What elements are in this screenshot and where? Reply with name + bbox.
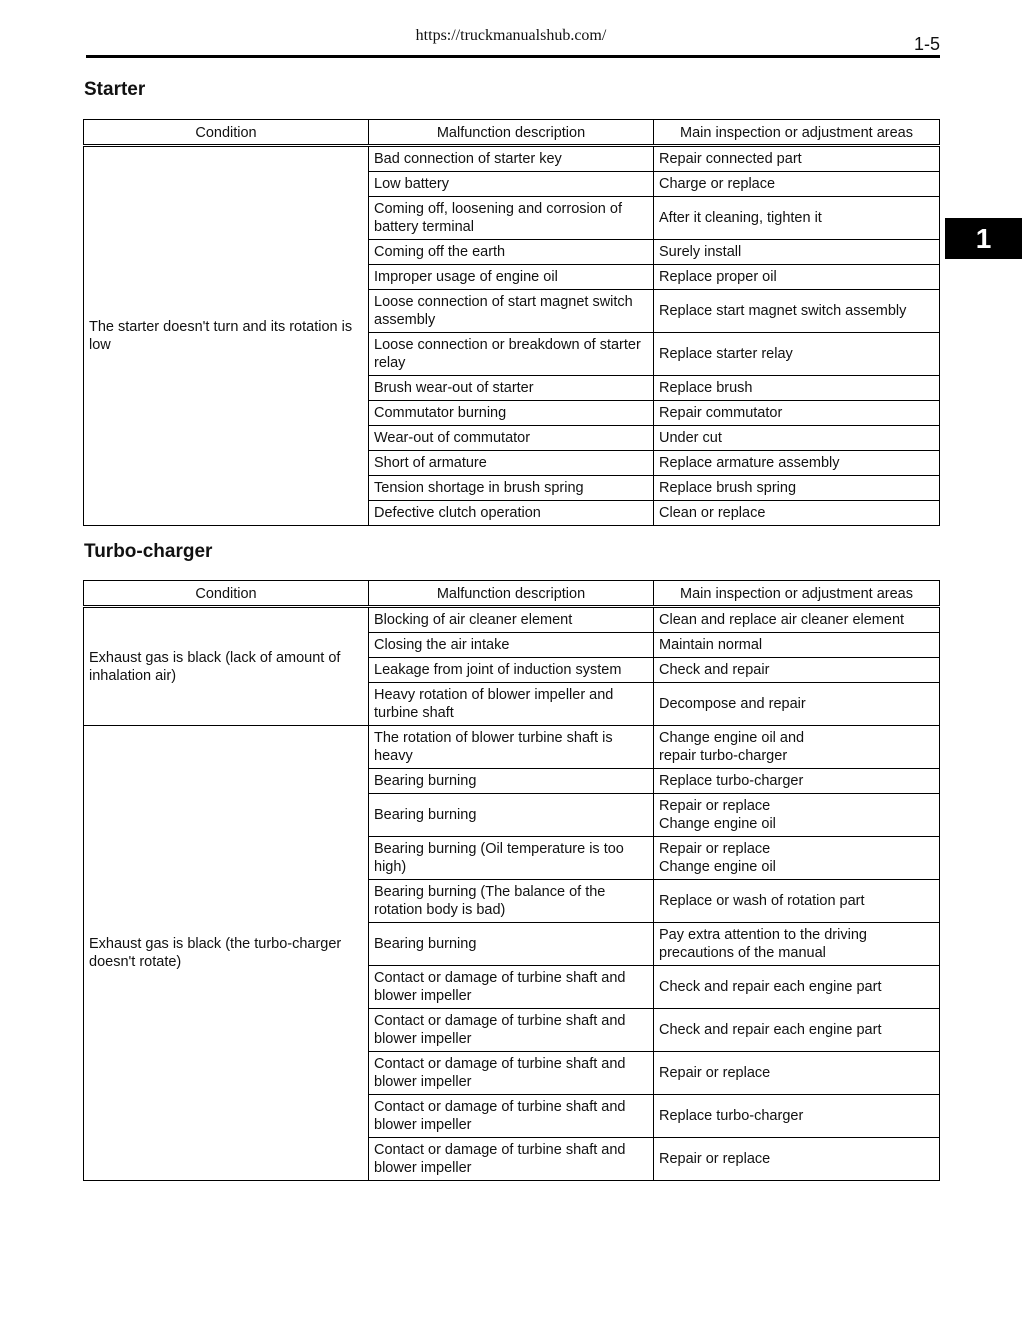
inspection-cell: Clean or replace bbox=[654, 501, 940, 526]
inspection-cell: Under cut bbox=[654, 426, 940, 451]
inspection-cell: Check and repair bbox=[654, 658, 940, 683]
chapter-tab: 1 bbox=[945, 218, 1022, 259]
inspection-cell: Repair or replace bbox=[654, 1138, 940, 1181]
malfunction-cell: Commutator burning bbox=[369, 401, 654, 426]
malfunction-cell: Bearing burning (Oil temperature is too high) bbox=[369, 837, 654, 880]
inspection-cell: Clean and replace air cleaner element bbox=[654, 607, 940, 633]
column-header-condition: Condition bbox=[84, 120, 369, 146]
inspection-cell: Replace brush spring bbox=[654, 476, 940, 501]
malfunction-cell: Contact or damage of turbine shaft and blower impeller bbox=[369, 1052, 654, 1095]
condition-cell: Exhaust gas is black (lack of amount of inhalation air) bbox=[84, 607, 369, 726]
inspection-cell: Repair or replace Change engine oil bbox=[654, 794, 940, 837]
section-title-starter: Starter bbox=[84, 79, 146, 100]
inspection-cell: Replace turbo-charger bbox=[654, 769, 940, 794]
malfunction-cell: The rotation of blower turbine shaft is heavy bbox=[369, 726, 654, 769]
inspection-cell: Check and repair each engine part bbox=[654, 1009, 940, 1052]
malfunction-cell: Bearing burning bbox=[369, 794, 654, 837]
inspection-cell: Check and repair each engine part bbox=[654, 966, 940, 1009]
inspection-cell: Replace or wash of rotation part bbox=[654, 880, 940, 923]
inspection-cell: Replace turbo-charger bbox=[654, 1095, 940, 1138]
inspection-cell: Replace armature assembly bbox=[654, 451, 940, 476]
table-row bbox=[84, 726, 940, 769]
column-header-inspection: Main inspection or adjustment areas bbox=[654, 581, 940, 607]
header-divider bbox=[86, 55, 940, 58]
inspection-cell: Change engine oil and repair turbo-charger bbox=[654, 726, 940, 769]
inspection-cell: After it cleaning, tighten it bbox=[654, 197, 940, 240]
table-row bbox=[84, 607, 940, 633]
malfunction-cell: Contact or damage of turbine shaft and blower impeller bbox=[369, 1095, 654, 1138]
table-header-row bbox=[84, 120, 940, 146]
inspection-cell: Replace starter relay bbox=[654, 333, 940, 376]
malfunction-cell: Heavy rotation of blower impeller and turbine shaft bbox=[369, 683, 654, 726]
column-header-condition: Condition bbox=[84, 581, 369, 607]
malfunction-cell: Coming off, loosening and corrosion of battery terminal bbox=[369, 197, 654, 240]
malfunction-cell: Low battery bbox=[369, 172, 654, 197]
malfunction-cell: Loose connection of start magnet switch assembly bbox=[369, 290, 654, 333]
malfunction-cell: Bad connection of starter key bbox=[369, 146, 654, 172]
malfunction-cell: Leakage from joint of induction system bbox=[369, 658, 654, 683]
column-header-malfunction: Malfunction description bbox=[369, 581, 654, 607]
malfunction-cell: Bearing burning bbox=[369, 769, 654, 794]
malfunction-cell: Short of armature bbox=[369, 451, 654, 476]
inspection-cell: Repair or replace bbox=[654, 1052, 940, 1095]
malfunction-cell: Closing the air intake bbox=[369, 633, 654, 658]
inspection-cell: Replace brush bbox=[654, 376, 940, 401]
inspection-cell: Surely install bbox=[654, 240, 940, 265]
malfunction-cell: Bearing burning bbox=[369, 923, 654, 966]
table-header-row bbox=[84, 581, 940, 607]
malfunction-cell: Defective clutch operation bbox=[369, 501, 654, 526]
column-header-malfunction: Malfunction description bbox=[369, 120, 654, 146]
malfunction-cell: Loose connection or breakdown of starter relay bbox=[369, 333, 654, 376]
malfunction-cell: Coming off the earth bbox=[369, 240, 654, 265]
inspection-cell: Replace proper oil bbox=[654, 265, 940, 290]
malfunction-cell: Contact or damage of turbine shaft and blower impeller bbox=[369, 1009, 654, 1052]
inspection-cell: Replace start magnet switch assembly bbox=[654, 290, 940, 333]
malfunction-cell: Contact or damage of turbine shaft and blower impeller bbox=[369, 966, 654, 1009]
inspection-cell: Repair or replace Change engine oil bbox=[654, 837, 940, 880]
malfunction-cell: Wear-out of commutator bbox=[369, 426, 654, 451]
malfunction-cell: Tension shortage in brush spring bbox=[369, 476, 654, 501]
turbo-charger-table bbox=[83, 580, 940, 1181]
table-row bbox=[84, 146, 940, 172]
condition-cell: The starter doesn't turn and its rotation is low bbox=[84, 146, 369, 526]
inspection-cell: Maintain normal bbox=[654, 633, 940, 658]
condition-cell: Exhaust gas is black (the turbo-charger doesn't rotate) bbox=[84, 726, 369, 1181]
inspection-cell: Charge or replace bbox=[654, 172, 940, 197]
inspection-cell: Decompose and repair bbox=[654, 683, 940, 726]
malfunction-cell: Blocking of air cleaner element bbox=[369, 607, 654, 633]
column-header-inspection: Main inspection or adjustment areas bbox=[654, 120, 940, 146]
malfunction-cell: Brush wear-out of starter bbox=[369, 376, 654, 401]
starter-table bbox=[83, 119, 940, 526]
page-number: 1-5 bbox=[913, 34, 940, 54]
inspection-cell: Repair connected part bbox=[654, 146, 940, 172]
section-title-turbo-charger: Turbo-charger bbox=[84, 541, 213, 562]
header-url: https://truckmanualshub.com/ bbox=[415, 27, 607, 44]
inspection-cell: Pay extra attention to the driving precautions of the manual bbox=[654, 923, 940, 966]
malfunction-cell: Bearing burning (The balance of the rotation body is bad) bbox=[369, 880, 654, 923]
malfunction-cell: Improper usage of engine oil bbox=[369, 265, 654, 290]
inspection-cell: Repair commutator bbox=[654, 401, 940, 426]
malfunction-cell: Contact or damage of turbine shaft and blower impeller bbox=[369, 1138, 654, 1181]
